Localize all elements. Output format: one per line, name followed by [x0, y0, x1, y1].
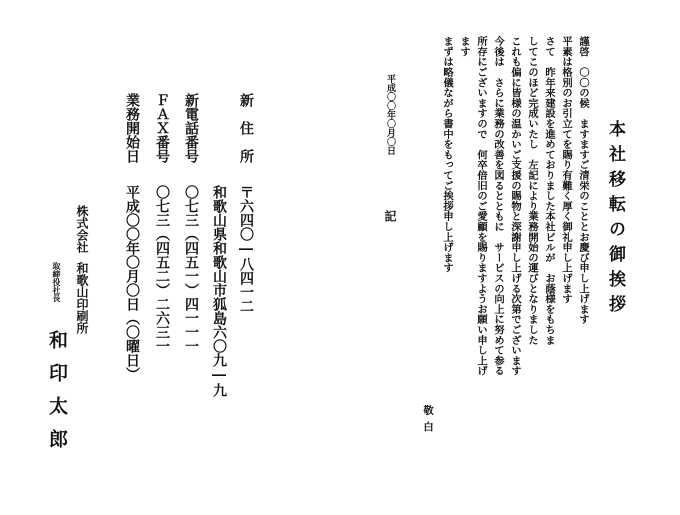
body-line-5: これも偏に皆様の温かいご支援の賜物と深謝申し上げる次第でございます	[509, 36, 521, 376]
body-line-1: 謹啓 〇〇の候 ますますご清栄のこととお慶び申し上げます	[577, 36, 589, 325]
body-line-7: 所存にございますので 何卒倍旧のご愛顧を賜りますようお願い申し上げ	[475, 36, 487, 376]
body-line-9: まずは略儀ながら書中をもってご挨拶申し上げます	[441, 36, 453, 273]
body-line-3: さて 昨年来建設を進めておりました本社ビルが お蔭様をもちま	[543, 36, 555, 345]
company-name: 和歌山印刷所	[75, 262, 89, 334]
letter-date: 平成〇〇年〇月〇日	[385, 74, 395, 155]
president-title: 取締役社長	[52, 262, 62, 302]
value-fax: 〇七三（四五二）二六三一	[154, 185, 170, 353]
label-new-address: 新 住 所	[238, 93, 254, 163]
body-line-8: ます	[458, 36, 470, 57]
closing-keihaku: 敬白	[421, 405, 433, 438]
value-new-address: 和歌山県和歌山市狐島六〇九―九	[211, 185, 227, 397]
president-name: 和印太郎	[46, 330, 68, 462]
body-line-4: してこのほど完成いたし 左記により業務開始の運びとなりました	[526, 36, 538, 345]
body-line-6: 今後は さらに業務の改善を図るとともに サービスの向上に努めて参る	[492, 36, 504, 376]
label-fax: ＦＡＸ番号	[154, 93, 170, 163]
label-new-phone: 新電話番号	[183, 93, 199, 163]
company-type: 株式会社	[75, 205, 89, 253]
value-start-date: 平成〇〇年〇月〇日（〇曜日）	[124, 185, 140, 381]
value-postal-code: 〒六四〇―八四一二	[238, 185, 254, 313]
value-new-phone: 〇七三（四五一）四一一一	[183, 185, 199, 353]
document-title: 本社移転の御挨拶	[605, 120, 625, 320]
label-start-date: 業務開始日	[124, 93, 140, 163]
ki-heading: 記	[383, 210, 397, 222]
body-line-2: 平素は格別のお引立てを賜り有難く厚く御礼申し上げます	[560, 36, 572, 304]
